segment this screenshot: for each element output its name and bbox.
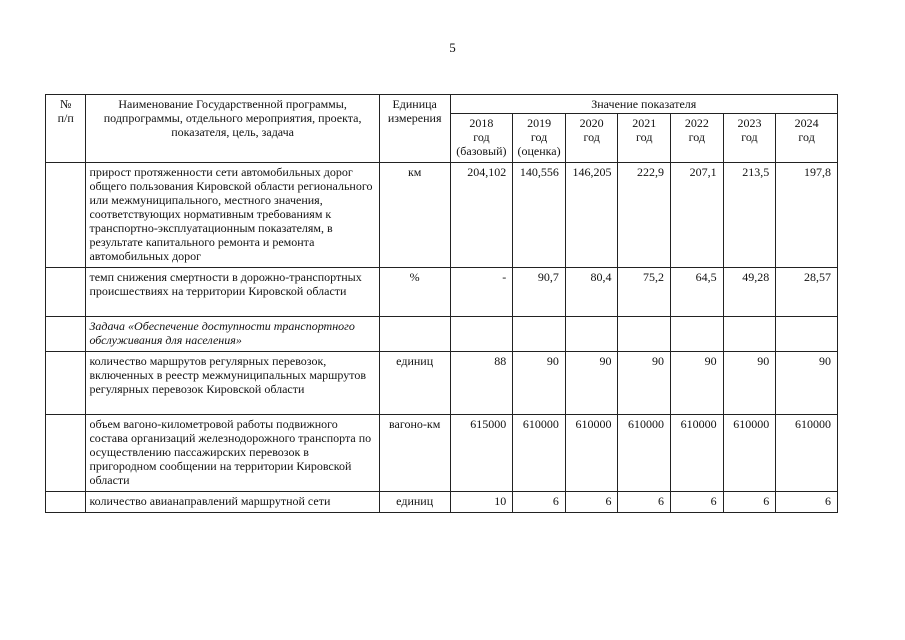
row-value: 610000: [513, 415, 566, 492]
row-value: 204,102: [450, 163, 513, 268]
row-unit: [379, 317, 450, 352]
header-year: 2018 год (базовый): [450, 114, 513, 163]
row-value: 6: [723, 492, 776, 513]
row-unit: км: [379, 163, 450, 268]
row-value: 140,556: [513, 163, 566, 268]
row-unit: %: [379, 268, 450, 317]
row-num: [46, 352, 86, 415]
row-num: [46, 317, 86, 352]
row-value: 6: [671, 492, 724, 513]
table-row: [46, 268, 838, 317]
row-value: 90: [513, 352, 566, 415]
header-year: 2022 год: [671, 114, 724, 163]
row-value: 610000: [671, 415, 724, 492]
header-year: 2020 год: [565, 114, 618, 163]
row-value: -: [450, 268, 513, 317]
task-title: Задача «Обеспечение доступности транспортного обслуживания для населения»: [86, 317, 379, 352]
header-unit: Единица измерения: [379, 95, 450, 163]
indicators-table: [45, 94, 838, 513]
header-year: 2023 год: [723, 114, 776, 163]
row-value: 6: [618, 492, 671, 513]
row-name: прирост протяженности сети автомобильных дорог общего пользования Кировской области регионального или межмуниципального, местного значения, соответствующих нормативным требованиям к транспортно-эксплуатационным показателям, в результате капитального ремонта и ремонта автомобильных дорог: [86, 163, 379, 268]
row-value: 28,57: [776, 268, 838, 317]
row-num: [46, 492, 86, 513]
row-value: 615000: [450, 415, 513, 492]
row-value: 90,7: [513, 268, 566, 317]
row-value: [723, 317, 776, 352]
row-value: 64,5: [671, 268, 724, 317]
row-value: 90: [723, 352, 776, 415]
header-year: 2024 год: [776, 114, 838, 163]
header-value-group: Значение показателя: [450, 95, 837, 114]
row-value: 610000: [776, 415, 838, 492]
row-value: [776, 317, 838, 352]
row-name: объем вагоно-километровой работы подвижного состава организаций железнодорожного транспорта по осуществлению пассажирских перевозок в пригородном сообщении на территории Кировской области: [86, 415, 379, 492]
task-row: [46, 317, 838, 352]
row-value: 75,2: [618, 268, 671, 317]
row-value: 146,205: [565, 163, 618, 268]
row-value: [565, 317, 618, 352]
row-value: 6: [776, 492, 838, 513]
table-row: [46, 352, 838, 415]
row-value: [450, 317, 513, 352]
table-row: [46, 415, 838, 492]
header-year: 2019 год (оценка): [513, 114, 566, 163]
row-name: темп снижения смертности в дорожно-транспортных происшествиях на территории Кировской области: [86, 268, 379, 317]
row-value: 49,28: [723, 268, 776, 317]
header-num: № п/п: [46, 95, 86, 163]
row-name: количество авианаправлений маршрутной сети: [86, 492, 379, 513]
row-value: [671, 317, 724, 352]
row-value: 88: [450, 352, 513, 415]
row-value: 6: [513, 492, 566, 513]
row-value: 213,5: [723, 163, 776, 268]
row-name: количество маршрутов регулярных перевозок, включенных в реестр межмуниципальных маршрутов регулярных перевозок Кировской области: [86, 352, 379, 415]
header-row-1: [46, 95, 838, 114]
row-num: [46, 268, 86, 317]
row-value: 10: [450, 492, 513, 513]
row-value: 610000: [723, 415, 776, 492]
row-num: [46, 163, 86, 268]
row-unit: единиц: [379, 352, 450, 415]
row-value: 197,8: [776, 163, 838, 268]
row-value: 90: [618, 352, 671, 415]
row-value: [513, 317, 566, 352]
row-value: 207,1: [671, 163, 724, 268]
row-value: 222,9: [618, 163, 671, 268]
row-unit: вагоно-км: [379, 415, 450, 492]
header-year: 2021 год: [618, 114, 671, 163]
row-value: [618, 317, 671, 352]
row-value: 610000: [618, 415, 671, 492]
row-value: 80,4: [565, 268, 618, 317]
row-value: 610000: [565, 415, 618, 492]
header-name: Наименование Государственной программы, подпрограммы, отдельного мероприятия, проекта, показателя, цель, задача: [86, 95, 379, 163]
row-value: 6: [565, 492, 618, 513]
row-value: 90: [565, 352, 618, 415]
row-num: [46, 415, 86, 492]
table-row: [46, 492, 838, 513]
table-row: [46, 163, 838, 268]
row-value: 90: [776, 352, 838, 415]
page-number: 5: [449, 40, 456, 55]
row-value: 90: [671, 352, 724, 415]
row-unit: единиц: [379, 492, 450, 513]
